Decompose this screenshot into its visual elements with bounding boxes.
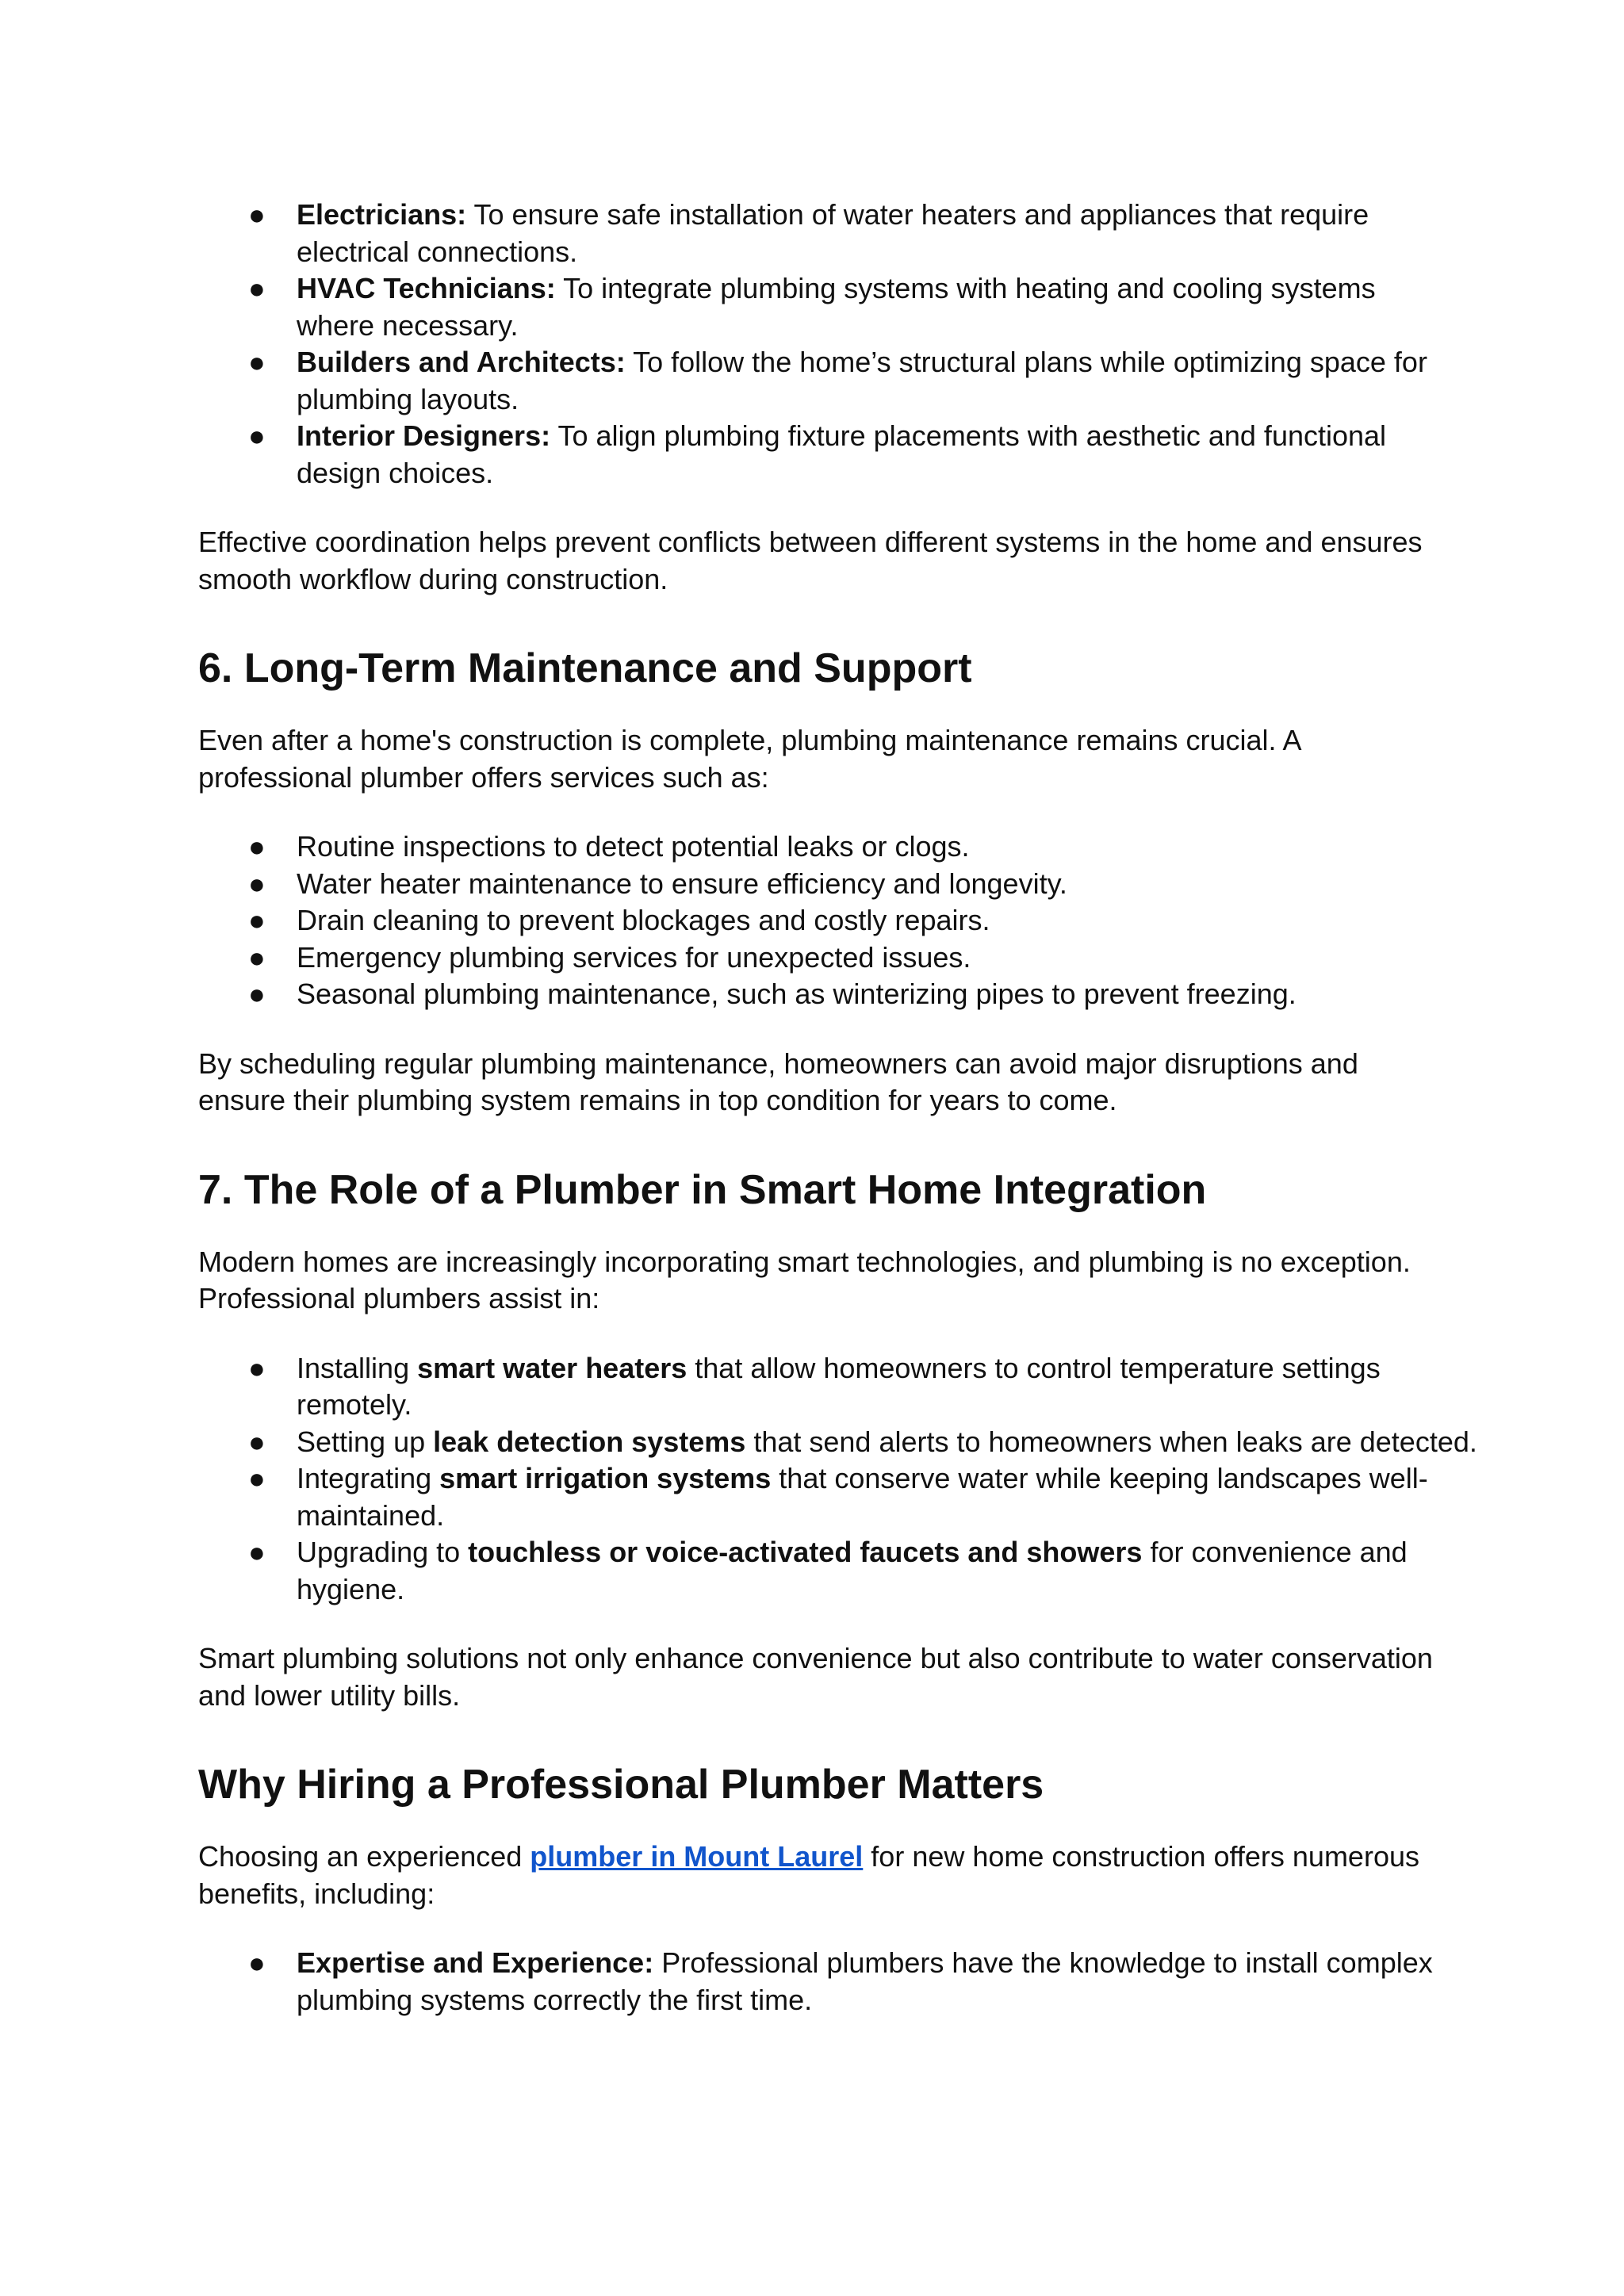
bullet: ● [248,904,266,936]
list-item [198,344,1438,418]
plumber-mount-laurel-link[interactable]: plumber in Mount Laurel [530,1840,864,1873]
section-6-intro: Even after a home's construction is complete, plumbing maintenance remains crucial. A professional plumber offers services such as: [198,724,1300,794]
bullet: ● [248,198,266,231]
list-item-term: HVAC Technicians: [297,272,556,304]
list-item-term: Builders and Architects: [297,346,626,378]
list-item: ● Integrating smart irrigation systems that conserve water while keeping landscapes well-maintained. [248,1462,1428,1532]
bullet: ● [248,272,266,304]
bullet: ● [248,867,266,900]
section-7-heading: 7. The Role of a Plumber in Smart Home Integration [198,1166,1207,1213]
bullet: ● [248,830,266,863]
list-item-text: To align plumbing fixture placements with aesthetic and functional design choices. [297,419,1387,489]
list-item: ● Seasonal plumbing maintenance, such as winterizing pipes to prevent freezing. [198,976,1435,1013]
section-6-heading: 6. Long-Term Maintenance and Support [198,645,972,691]
trades-list [198,197,1435,492]
list-item-text: To integrate plumbing systems with heating and cooling systems where necessary. [297,272,1376,342]
bullet: ● [248,1536,266,1568]
list-item-text: To ensure safe installation of water heaters and appliances that require electrical connections. [297,198,1369,268]
section-8-intro: Choosing an experienced plumber in Mount Laurel for new home construction offers numerous benefits, including: [198,1840,1419,1910]
list-item-text: Professional plumbers have the knowledge to install complex plumbing systems correctly the first time. [297,1946,1433,2016]
list-item: ● Drain cleaning to prevent blockages and costly repairs. [198,902,1435,939]
list-item: ● Setting up leak detection systems that send alerts to homeowners when leaks are detected. [198,1424,1486,1461]
list-item [198,197,1438,270]
section-8-heading: Why Hiring a Professional Plumber Matters [198,1762,1044,1808]
coordination-paragraph: Effective coordination helps prevent conflicts between different systems in the home and ensures smooth workflow during construction. [198,526,1423,595]
section-7-outro: Smart plumbing solutions not only enhance convenience but also contribute to water conservation and lower utility bills. [198,1642,1433,1712]
bullet: ● [248,419,266,452]
bullet: ● [248,1351,266,1384]
list-item-term: Electricians: [297,198,467,231]
document-page [198,197,1477,2019]
bullet: ● [248,978,266,1010]
smart-home-list [198,1350,1477,1609]
list-item-term: Interior Designers: [297,419,551,452]
list-item-text: To follow the home’s structural plans while optimizing space for plumbing layouts. [297,346,1427,415]
list-item: ● Emergency plumbing services for unexpected issues. [198,939,1435,977]
list-item: ● Water heater maintenance to ensure efficiency and longevity. [198,866,1435,903]
list-item [198,418,1438,492]
list-item: ● Routine inspections to detect potential leaks or clogs. [198,828,1435,866]
list-item-term: Expertise and Experience: [297,1946,654,1979]
bullet: ● [248,346,266,378]
bullet: ● [248,1425,266,1458]
list-item [198,270,1438,344]
list-item: ● Installing smart water heaters that allow homeowners to control temperature settings remotely. [248,1351,1381,1421]
section-6-outro: By scheduling regular plumbing maintenance, homeowners can avoid major disruptions and ensure their plumbing system remains in top condition for years to come. [198,1047,1358,1116]
bullet: ● [248,940,266,974]
section-7-intro: Modern homes are increasingly incorporating smart technologies, and plumbing is no exception. Professional plumbers assist in: [198,1245,1411,1314]
list-item: ● Upgrading to touchless or voice-activated faucets and showers for convenience and hygiene. [248,1536,1408,1605]
maintenance-list [198,828,1435,1013]
benefits-list [198,1945,1435,2019]
list-item [198,1945,1438,2019]
bullet: ● [248,1462,266,1494]
bullet: ● [248,1946,266,1979]
